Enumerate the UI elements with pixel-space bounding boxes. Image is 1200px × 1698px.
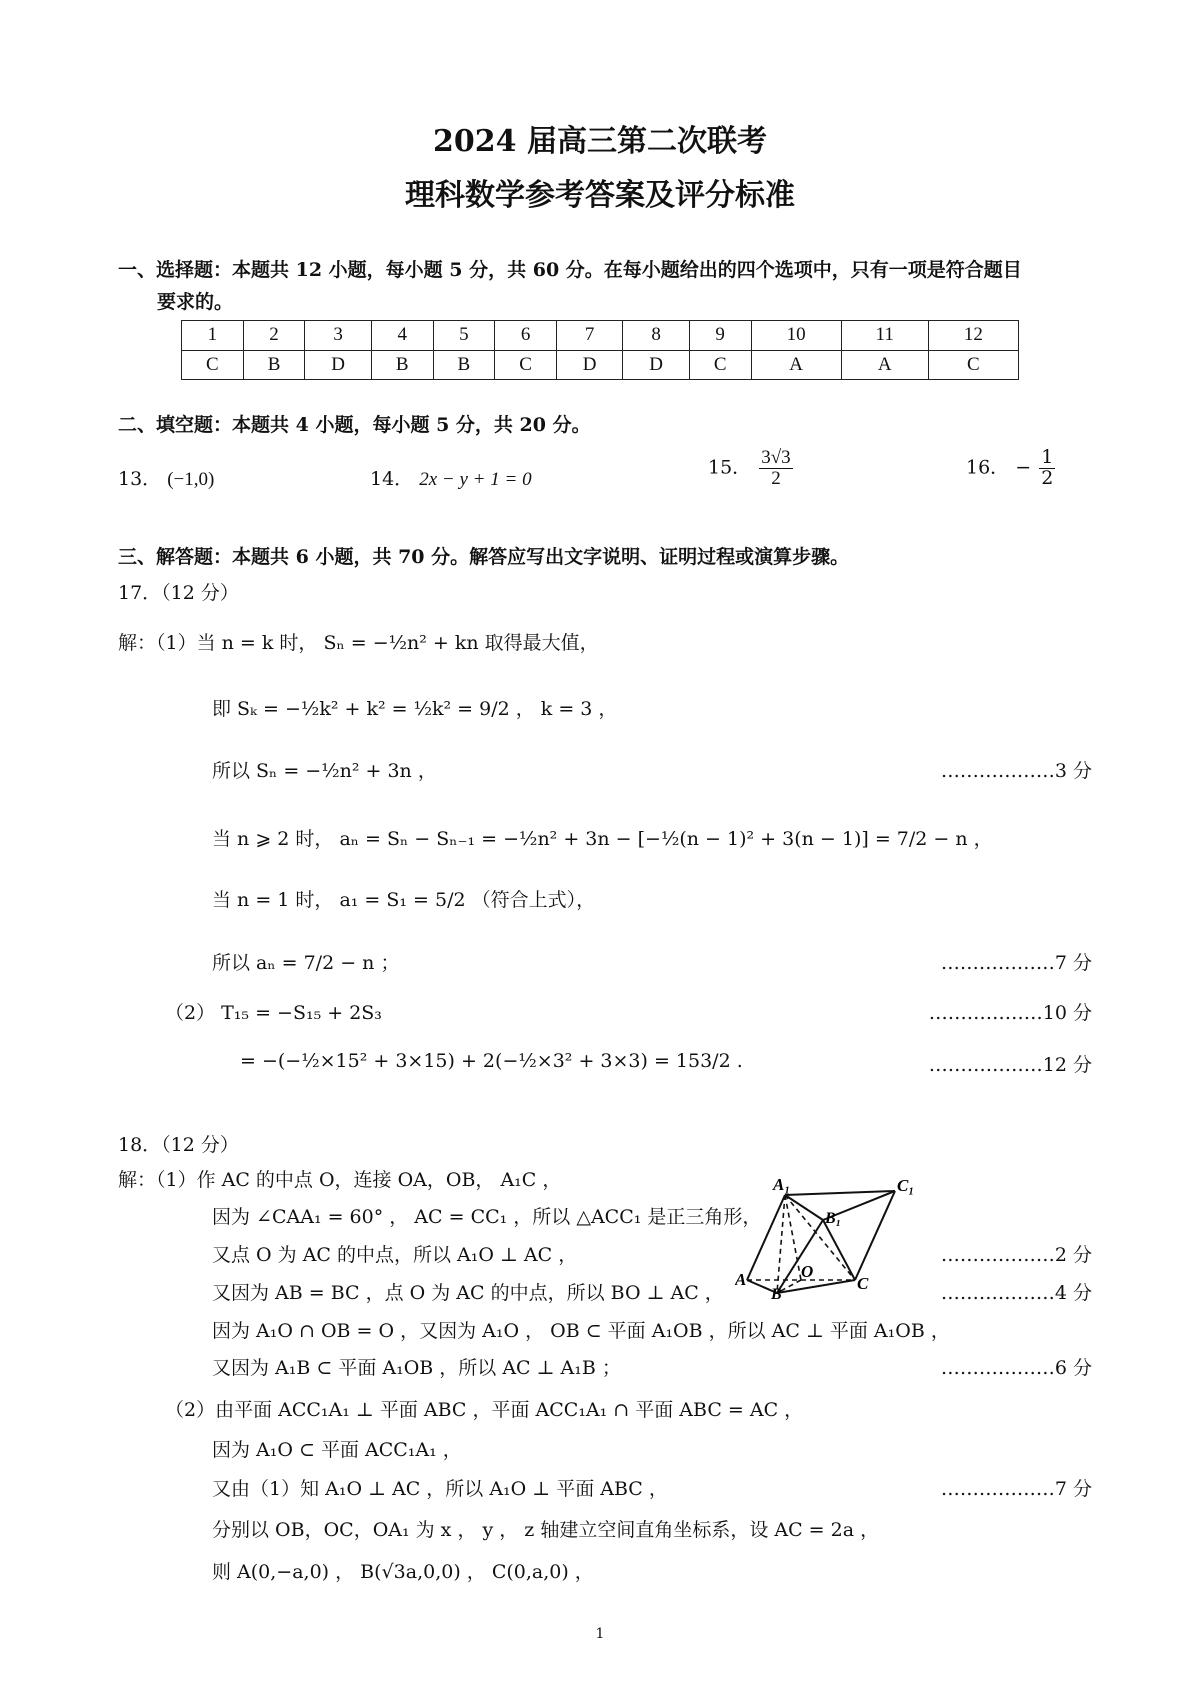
- label-a: A: [735, 1270, 747, 1289]
- q18-line7: （2）由平面 ACC₁A₁ ⊥ 平面 ABC ，平面 ACC₁A₁ ∩ 平面 ABC = AC ，: [165, 1399, 804, 1421]
- q15-numerator: 3√3: [761, 447, 791, 468]
- q18-line9: 又由（1）知 A₁O ⊥ AC ，所以 A₁O ⊥ 平面 ABC ，: [212, 1478, 668, 1500]
- answer-table: [181, 320, 1019, 380]
- table-cell: 7: [556, 321, 622, 351]
- table-cell: 3: [305, 321, 371, 351]
- q14-answer: [370, 464, 532, 491]
- table-cell: 10: [751, 321, 841, 351]
- q18-score-4: ………………4 分: [940, 1282, 1092, 1304]
- edge-b1-c: [823, 1220, 855, 1280]
- q16-numerator: 1: [1041, 446, 1054, 468]
- edge-a1-c-dashed: [785, 1195, 855, 1280]
- table-cell: 9: [689, 321, 751, 351]
- q18-line5: 因为 A₁O ∩ OB = O ，又因为 A₁O ， OB ⊂ 平面 A₁OB ，所以 AC ⊥ 平面 A₁OB ，: [212, 1320, 950, 1342]
- q14-value: 2x − y + 1 = 0: [419, 469, 532, 490]
- q18-header: 18．（12 分）: [118, 1134, 239, 1156]
- q17-line4: 当 n ⩾ 2 时， aₙ = Sₙ − Sₙ₋₁ = −½n² + 3n − [−½(n − 1)² + 3(n − 1)] = 7/2 − n ，: [212, 828, 993, 850]
- label-b1: B₁: [825, 1210, 842, 1227]
- label-c: C: [857, 1274, 869, 1293]
- q15-label: 15．: [708, 456, 752, 479]
- q18-score-2: ………………2 分: [940, 1244, 1092, 1266]
- doc-title-line1: 2024 届高三第二次联考: [433, 124, 767, 159]
- table-cell: B: [243, 350, 305, 380]
- q15-answer: [708, 448, 795, 489]
- table-cell: C: [928, 350, 1018, 380]
- section2-heading: 二、填空题：本题共 4 小题，每小题 5 分，共 20 分。: [118, 414, 591, 436]
- table-cell: 12: [928, 321, 1018, 351]
- table-cell: 5: [433, 321, 495, 351]
- q17-score-7: ………………7 分: [940, 952, 1092, 974]
- q15-fraction: [759, 448, 792, 489]
- label-c1: C₁: [897, 1176, 915, 1195]
- q18-line3: 又点 O 为 AC 的中点，所以 A₁O ⊥ AC ，: [212, 1244, 578, 1266]
- table-cell: C: [182, 350, 244, 380]
- table-cell: 8: [623, 321, 689, 351]
- table-cell: D: [556, 350, 622, 380]
- table-cell: A: [841, 350, 928, 380]
- answer-table-answers-row: [182, 350, 1019, 380]
- q13-value: (−1,0): [167, 469, 215, 490]
- q17-score-10: ………………10 分: [928, 1002, 1092, 1024]
- table-cell: 1: [182, 321, 244, 351]
- table-cell: D: [623, 350, 689, 380]
- q14-label: 14．: [370, 468, 414, 490]
- section1-heading-cont: 要求的。: [157, 291, 234, 313]
- edge-a1-b1: [785, 1195, 823, 1220]
- q17-score-12: ………………12 分: [928, 1054, 1092, 1076]
- q16-label: 16．: [966, 456, 1010, 479]
- q18-line4: 又因为 AB = BC ，点 O 为 AC 的中点，所以 BO ⊥ AC ，: [212, 1282, 724, 1304]
- q17-line5: 当 n = 1 时， a₁ = S₁ = 5/2 （符合上式），: [212, 889, 596, 911]
- q18-line2: 因为 ∠CAA₁ = 60° ， AC = CC₁ ，所以 △ACC₁ 是正三角形，: [212, 1206, 762, 1228]
- label-o: O: [801, 1262, 814, 1281]
- table-cell: 4: [371, 321, 433, 351]
- q18-line11: 则 A(0,−a,0) ， B(√3a,0,0) ， C(0,a,0) ，: [212, 1561, 594, 1583]
- q17-line6: 所以 aₙ = 7/2 − n ；: [212, 952, 400, 974]
- table-cell: 11: [841, 321, 928, 351]
- q17-header: 17．（12 分）: [118, 582, 239, 604]
- q17-line1: 解：（1）当 n = k 时， Sₙ = −½n² + kn 取得最大值，: [118, 632, 599, 654]
- q17-line3: 所以 Sₙ = −½n² + 3n ，: [212, 760, 437, 782]
- q18-line1: 解：（1）作 AC 的中点 O，连接 OA，OB， A₁C ，: [118, 1169, 562, 1191]
- q17-line8: = −(−½×15² + 3×15) + 2(−½×3² + 3×3) = 153/2 .: [240, 1050, 743, 1072]
- table-cell: 2: [243, 321, 305, 351]
- answer-table-numbers-row: [182, 321, 1019, 351]
- q18-line6: 又因为 A₁B ⊂ 平面 A₁OB ，所以 AC ⊥ A₁B ；: [212, 1357, 621, 1379]
- q16-sign: −: [1015, 456, 1032, 479]
- q18-line8: 因为 A₁O ⊂ 平面 ACC₁A₁ ，: [212, 1439, 462, 1461]
- q13-answer: [118, 464, 214, 491]
- table-cell: C: [495, 350, 557, 380]
- q13-label: 13．: [118, 468, 162, 490]
- table-cell: D: [305, 350, 371, 380]
- table-cell: 6: [495, 321, 557, 351]
- table-cell: B: [371, 350, 433, 380]
- table-cell: A: [751, 350, 841, 380]
- q18-score-7: ………………7 分: [940, 1478, 1092, 1500]
- table-cell: C: [689, 350, 751, 380]
- q17-score-3: ………………3 分: [940, 760, 1092, 782]
- edge-b1-b: [777, 1220, 823, 1293]
- q15-denominator: 2: [771, 467, 781, 489]
- q17-line7: （2） T₁₅ = −S₁₅ + 2S₃: [165, 1002, 382, 1024]
- q18-score-6: ………………6 分: [940, 1357, 1092, 1379]
- table-cell: B: [433, 350, 495, 380]
- prism-figure: [735, 1165, 915, 1300]
- section3-heading: 三、解答题：本题共 6 小题，共 70 分。解答应写出文字说明、证明过程或演算步骤。: [118, 546, 850, 568]
- label-b: B: [771, 1286, 782, 1300]
- section1-heading: 一、选择题：本题共 12 小题，每小题 5 分，共 60 分。在每小题给出的四个选项中，只有一项是符合题目: [118, 259, 1022, 281]
- page-number: 1: [595, 1626, 605, 1642]
- q18-line10: 分别以 OB，OC，OA₁ 为 x ， y ， z 轴建立空间直角坐标系，设 AC = 2a ，: [212, 1519, 880, 1541]
- q16-answer: [966, 448, 1057, 489]
- label-a1: A₁: [773, 1175, 791, 1194]
- q17-line2: 即 Sₖ = −½k² + k² = ½k² = 9/2 ， k = 3 ，: [212, 698, 618, 720]
- doc-title-line2: 理科数学参考答案及评分标准: [405, 178, 795, 213]
- edge-a1-c1: [785, 1191, 895, 1195]
- q16-fraction: [1039, 448, 1055, 489]
- q16-denominator: 2: [1041, 466, 1054, 489]
